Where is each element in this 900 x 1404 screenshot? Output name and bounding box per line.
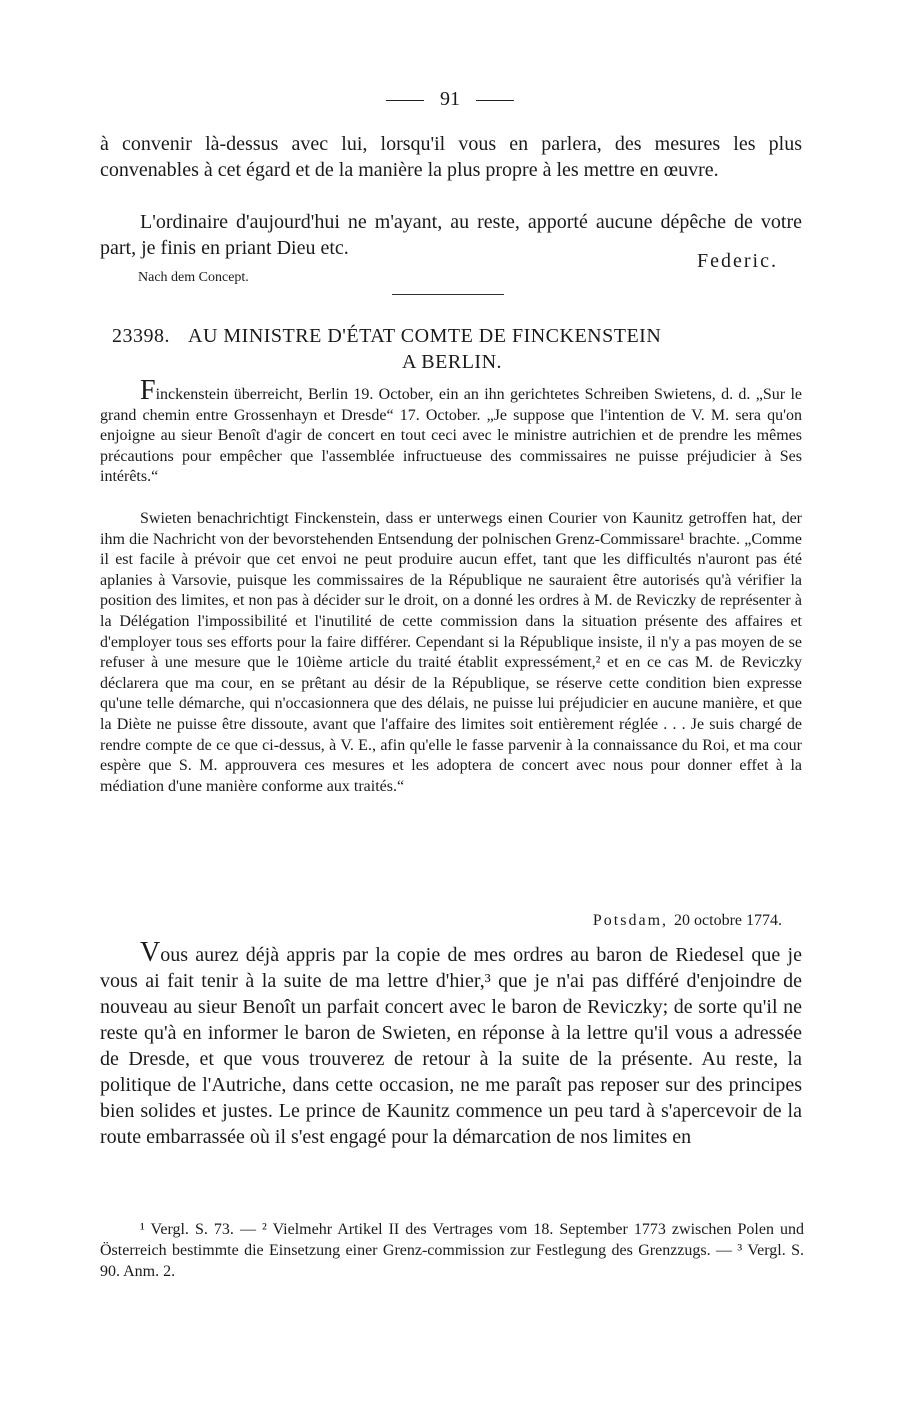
summary-initial: F: [140, 375, 156, 406]
title-line-1: AU MINISTRE D'ÉTAT COMTE DE FINCKENSTEIN: [188, 325, 662, 347]
summary-text-2: Swieten benachrichtigt Finckenstein, dass er unterwegs einen Courier von Kaunitz getroffen hat, der ihm die Nachricht von der bevorstehenden Entsendung der polnischen Grenz-Commissare¹ brachte. „Comme il est facile à prévoir que cet envoi ne peut produire aucun effet, tant que les difficultés n'auront pas été aplanies à Varsovie, puisque les commissaires de la République ne sauraient être autorisés qu'à vérifier la position des limites, et non pas à décider sur le droit, on a donné les ordres à M. de Reviczky de représenter à la Délégation l'impossibilité et l'inutilité de cette commission dans la situation présente des affaires et d'employer tous ses efforts pour la faire différer. Cependant si la République insiste, il n'y a pas moyen de se refuser à une mesure que le 10ième article du traité établit expressément,² et en ce cas M. de Reviczky déclarera que ma cour, en se prêtant au désir de la République, se réserve cette condition bien expresse qu'une telle démarche, qui n'occasionnera que des délais, ne puisse lui préjudicier en aucune manière, et que la Diète ne puisse être dissoute, avant que l'affaire des limites soit entièrement réglée . . . Je suis chargé de rendre compte de ce que ci-dessus, à V. E., afin qu'elle le fasse parvenir à la connaissance du Roi, et ma cour espère que S. M. approuvera ces mesures et les adoptera de concert avec nous pour donner effet à la médiation d'une manière conforme aux traités.“: [100, 510, 802, 795]
closing-text: L'ordinaire d'aujourd'hui ne m'ayant, au reste, apporté aucune dépêche de votre part, je finis en priant Dieu etc.: [100, 211, 802, 259]
dateline-place: Potsdam,: [592, 912, 669, 929]
letter-text: ous aurez déjà appris par la copie de mes ordres au baron de Riedesel que je vous ai fait tenir à la suite de ma lettre d'hier,³ que je n'ai pas différé d'enjoindre de nouveau au sieur Benoît un parfait concert avec le baron de Reviczky; de sorte qu'il ne reste qu'à en informer le baron de Swieten, en réponse à la lettre qu'il vous a adressée de Dresde, et que vous trouverez de retour à la suite de la présente. Au reste, la politique de l'Autriche, dans cette occasion, ne me paraît pas reposer sur des principes bien solides et justes. Le prince de Kaunitz commence un peu tard à s'apercevoir de la route embarrassée où il s'est engagé pour la démarcation de nos limites en: [100, 944, 802, 1148]
header-dash-right: [476, 100, 514, 101]
source-note: Nach dem Concept.: [138, 270, 249, 285]
summary-paragraph-2: [100, 509, 802, 797]
document-number: 23398.: [112, 325, 170, 347]
dateline: [593, 912, 782, 930]
continuation-text: à convenir là-dessus avec lui, lorsqu'il vous en parlera, des mesures les plus convenables à cet égard et de la manière la plus propre à les mettre en œuvre.: [100, 133, 802, 181]
footnote-text: ¹ Vergl. S. 73. — ² Vielmehr Artikel II des Vertrages vom 18. September 1773 zwischen Polen und Österreich bestimmte die Einsetzung einer Grenz-commission zur Festlegung des Grenzzugs. — ³ Vergl. S. 90. Anm. 2.: [100, 1221, 804, 1280]
summary-text-1: inckenstein überreicht, Berlin 19. October, ein an ihn gerichtetes Schreiben Swietens, d. d. „Sur le grand chemin entre Grossenhayn et Dresde“ 17. October. „Je suppose que l'intention de V. M. sera qu'on enjoigne au sieur Benoît d'agir de concert en tout ceci avec le ministre autrichien et de prendre les mêmes précautions pour empêcher que l'assemblée infructueuse des commissaires ne puisse préjudicier à Ses intérêts.“: [100, 386, 802, 486]
title-line-2: A BERLIN.: [401, 351, 503, 373]
footnotes: [100, 1219, 804, 1282]
summary-paragraph-1: [100, 375, 802, 488]
page-header: [0, 84, 900, 114]
letter-body: [100, 937, 802, 1150]
signature: Federic.: [697, 250, 778, 272]
continuation-paragraph: [100, 131, 802, 183]
letter-initial: V: [140, 937, 161, 968]
header-dash-left: [386, 100, 424, 101]
dateline-date: 20 octobre 1774.: [674, 912, 782, 929]
page-number: 91: [440, 88, 460, 110]
document-title: [112, 323, 792, 375]
section-divider: [392, 294, 504, 295]
